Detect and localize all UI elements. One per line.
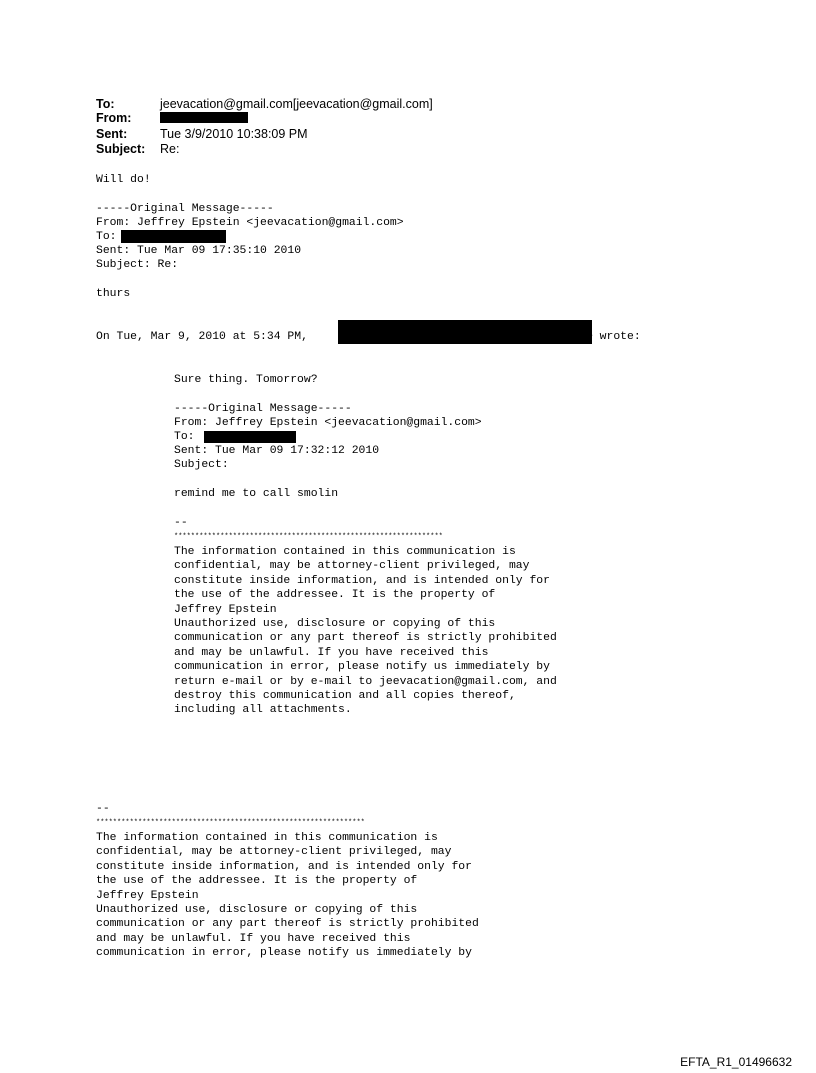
sent-label: Sent: — [96, 127, 128, 141]
header-subject-row — [96, 142, 179, 156]
quoted-to: To: — [174, 431, 195, 443]
bottom-stars-divider: **************************************************************** — [96, 819, 365, 827]
quote-intro-prefix: On Tue, Mar 9, 2010 at 5:34 PM, — [96, 331, 308, 343]
original1-sent: Sent: Tue Mar 09 17:35:10 2010 — [96, 245, 302, 257]
original1-body: thurs — [96, 288, 131, 300]
quote-intro-redaction-bar — [338, 320, 592, 344]
to-label: To: — [96, 97, 115, 111]
header-sent-row — [96, 127, 308, 141]
quoted-signature-dash: -- — [174, 517, 188, 529]
original1-from: From: Jeffrey Epstein <jeevacation@gmail.com> — [96, 217, 404, 229]
quoted-body: Sure thing. Tomorrow? — [174, 374, 318, 386]
from-label: From: — [96, 111, 132, 125]
quoted-subject: Subject: — [174, 459, 229, 471]
quoted-separator: -----Original Message----- — [174, 403, 352, 415]
quoted-disclaimer: The information contained in this communication is confidential, may be attorney-client privileged, may constitute inside information, and is intended only for the use of the addressee. It is the property of Jeffrey Epstein Unauthorized use, disclosure or copying of this communication or any part thereof is strictly prohibited and may be unlawful. If you have received this communication in error, please notify us immediately by return e-mail or by e-mail to jeevacation@gmail.com, and destroy this communication and all copies thereof, including all attachments. — [174, 546, 557, 717]
sent-value: Tue 3/9/2010 10:38:09 PM — [160, 127, 308, 141]
reply-body: Will do! — [96, 174, 151, 186]
quoted-from: From: Jeffrey Epstein <jeevacation@gmail.com> — [174, 417, 482, 429]
quoted-message: remind me to call smolin — [174, 488, 339, 500]
subject-label: Subject: — [96, 142, 146, 156]
to-value: jeevacation@gmail.com[jeevacation@gmail.com] — [160, 97, 433, 111]
original1-to: To: — [96, 231, 117, 243]
original1-separator: -----Original Message----- — [96, 203, 274, 215]
bottom-signature-dash: -- — [96, 803, 110, 815]
header-to-row — [96, 97, 433, 111]
quote-intro-suffix: > wrote: — [586, 331, 641, 343]
quoted-sent: Sent: Tue Mar 09 17:32:12 2010 — [174, 445, 380, 457]
bottom-disclaimer: The information contained in this communication is confidential, may be attorney-client privileged, may constitute inside information, and is intended only for the use of the addressee. It is the property of Jeffrey Epstein Unauthorized use, disclosure or copying of this communication or any part thereof is strictly prohibited and may be unlawful. If you have received this communication in error, please notify us immediately by — [96, 832, 479, 960]
original1-to-redaction-bar — [121, 230, 226, 243]
subject-value: Re: — [160, 142, 180, 156]
original1-subject: Subject: Re: — [96, 259, 179, 271]
quoted-stars-divider: **************************************************************** — [174, 533, 443, 541]
header-from-row — [96, 111, 160, 125]
document-id: EFTA_R1_01496632 — [680, 1055, 792, 1069]
from-redaction-bar — [160, 112, 248, 123]
quoted-to-redaction-bar — [204, 431, 296, 443]
